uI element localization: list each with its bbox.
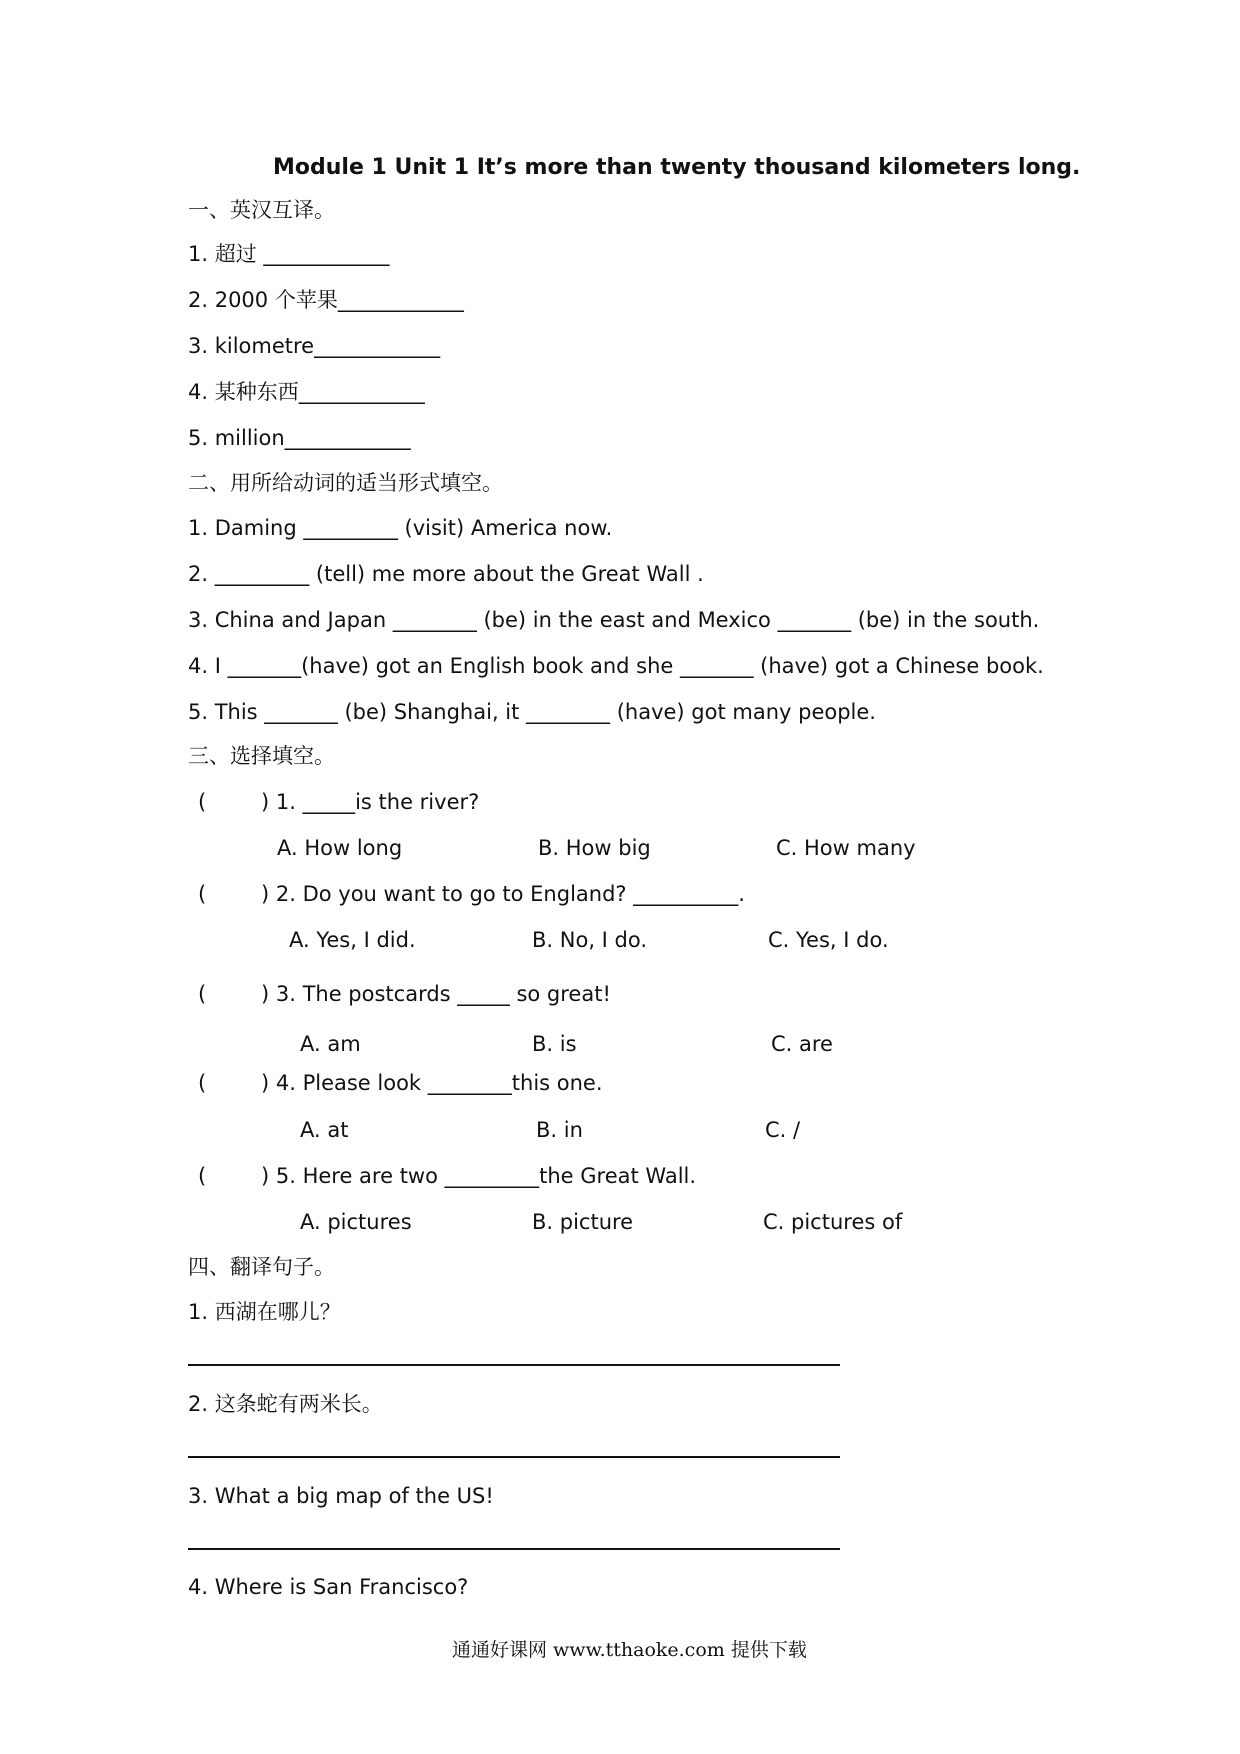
option-3b: B. is (532, 1032, 577, 1056)
vocab-item-1: 1. 超过 ____________ (188, 242, 390, 266)
option-2c: C. Yes, I do. (768, 928, 889, 952)
sentence-item-3: 3. What a big map of the US! (188, 1484, 494, 1508)
footer-source: 通通好课网 www.tthaoke.com 提供下载 (452, 1639, 807, 1661)
sentence-item-1: 1. 西湖在哪儿？ (188, 1300, 341, 1324)
option-2b: B. No, I do. (532, 928, 648, 952)
option-4c: C. / (765, 1118, 801, 1142)
option-1b: B. How big (538, 836, 651, 860)
answer-bracket-1: ( (198, 790, 207, 814)
option-1c: C. How many (776, 836, 916, 860)
page-title: Module 1 Unit 1 It’s more than twenty thousand kilometers long. (273, 155, 1081, 180)
vocab-item-2: 2. 2000 个苹果____________ (188, 288, 464, 312)
option-3a: A. am (300, 1032, 361, 1056)
choice-question-4: ) 4. Please look ________this one. (261, 1071, 603, 1095)
verb-item-5: 5. This _______ (be) Shanghai, it ________ (have) got many people. (188, 700, 876, 724)
verb-item-2: 2. _________ (tell) me more about the Great Wall . (188, 562, 704, 586)
sentence-item-2: 2. 这条蛇有两米长。 (188, 1392, 383, 1416)
answer-bracket-3: ( (198, 982, 207, 1006)
answer-bracket-2: ( (198, 882, 207, 906)
sentence-item-4: 4. Where is San Francisco? (188, 1575, 469, 1599)
option-2a: A. Yes, I did. (289, 928, 416, 952)
option-5c: C. pictures of (763, 1210, 903, 1234)
option-4b: B. in (536, 1118, 583, 1142)
option-5a: A. pictures (300, 1210, 412, 1234)
option-1a: A. How long (277, 836, 403, 860)
option-4a: A. at (300, 1118, 349, 1142)
verb-item-3: 3. China and Japan ________ (be) in the east and Mexico _______ (be) in the south. (188, 608, 1040, 632)
option-3c: C. are (771, 1032, 833, 1056)
section-heading-translate: 一、英汉互译。 (188, 198, 335, 222)
answer-line-2 (188, 1456, 840, 1458)
vocab-item-4: 4. 某种东西____________ (188, 380, 425, 404)
answer-bracket-4: ( (198, 1071, 207, 1095)
section-heading-multiple-choice: 三、选择填空。 (188, 744, 335, 768)
answer-line-1 (188, 1364, 840, 1366)
vocab-item-3: 3. kilometre____________ (188, 334, 441, 358)
option-5b: B. picture (532, 1210, 634, 1234)
choice-question-3: ) 3. The postcards _____ so great! (261, 982, 611, 1006)
section-heading-verb-forms: 二、用所给动词的适当形式填空。 (188, 471, 503, 495)
choice-question-2: ) 2. Do you want to go to England? __________. (261, 882, 745, 906)
section-heading-translate-sentences: 四、翻译句子。 (188, 1255, 335, 1279)
choice-question-5: ) 5. Here are two _________the Great Wall. (261, 1164, 697, 1188)
verb-item-4: 4. I _______(have) got an English book and she _______ (have) got a Chinese book. (188, 654, 1044, 678)
verb-item-1: 1. Daming _________ (visit) America now. (188, 516, 613, 540)
choice-question-1: ) 1. _____is the river? (261, 790, 480, 814)
vocab-item-5: 5. million____________ (188, 426, 411, 450)
answer-line-3 (188, 1548, 840, 1550)
answer-bracket-5: ( (198, 1164, 207, 1188)
